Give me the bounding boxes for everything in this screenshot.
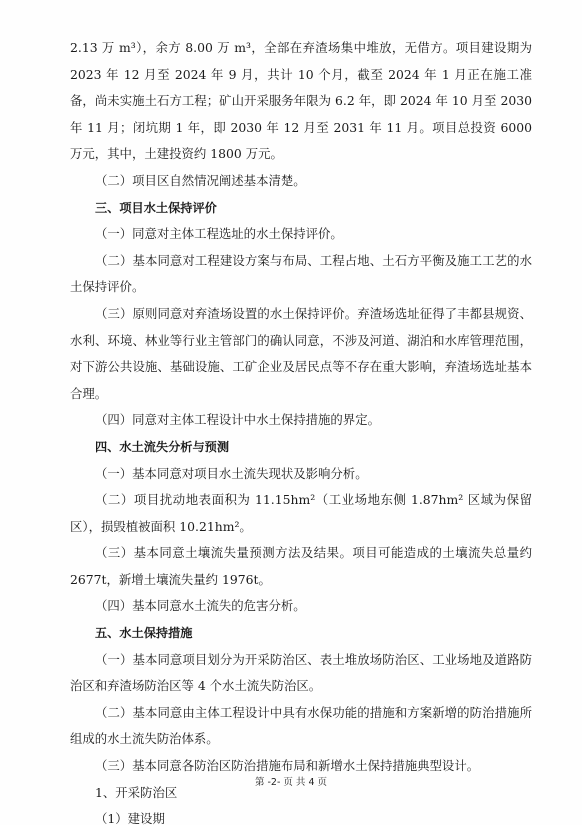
paragraph-5-3: （三）基本同意各防治区防治措施布局和新增水土保持措施典型设计。 [95, 758, 480, 774]
paragraph-5-2: （二）基本同意由主体工程设计中具有水保功能的措施和方案新增的防治措施所组成的水土流失防治体系。 [70, 704, 532, 747]
section-heading-3: 三、项目水土保持评价 [95, 200, 217, 215]
document-body [70, 35, 532, 833]
paragraph-3-3: （三）原则同意对弃渣场设置的水土保持评价。弃渣场选址征得了丰都县规资、水利、环境、林业等行业主管部门的确认同意，不涉及河道、湖泊和水库管理范围，对下游公共设施、基础设施、工矿企业及居民点等不存在重大影响，弃渣场选址基本合理。 [70, 305, 532, 401]
paragraph-natural-conditions: （二）项目区自然情况阐述基本清楚。 [95, 172, 306, 188]
subsection-heading-mining-area: 1、开采防治区 [95, 784, 178, 800]
page-number-footer: 第 -2- 页 共 4 页 [254, 777, 328, 788]
paragraph-5-1: （一）基本同意项目划分为开采防治区、表土堆放场防治区、工业场地及道路防治区和弃渣场防治区等 4 个水土流失防治区。 [70, 651, 532, 694]
paragraph-3-2: （二）基本同意对工程建设方案与布局、工程占地、土石方平衡及施工工艺的水土保持评价。 [70, 252, 532, 295]
paragraph-3-4: （四）同意对主体工程设计中水土保持措施的界定。 [95, 412, 380, 428]
paragraph-4-2: （二）项目扰动地表面积为 11.15hm²（工业场地东侧 1.87hm² 区域为保留区），损毁植被面积 10.21hm²。 [70, 492, 532, 534]
section-heading-4: 四、水土流失分析与预测 [95, 439, 230, 454]
paragraph-4-4: （四）基本同意水土流失的危害分析。 [95, 598, 306, 614]
paragraph-project-schedule: 2.13 万 m³），余方 8.00 万 m³，全部在弃渣场集中堆放，无借方。项目建设期为 2023 年 12 月至 2024 年 9 月，共计 10 个月，截至 2024 年 1 月正在施工准备，尚未实施土石方工程；矿山开采服务年限为 6.2 年，即 2024 年 10 月至 2030 年 11 月；闭坑期 1 年，即 2030 年 12 月至 2031 年 11 月。项目总投资 6000 万元，其中，土建投资约 1800 万元。 [70, 40, 532, 162]
section-heading-5: 五、水土保持措施 [95, 626, 193, 641]
paragraph-4-3: （三）基本同意土壤流失量预测方法及结果。项目可能造成的土壤流失总量约 2677t，新增土壤流失量约 1976t。 [70, 545, 532, 587]
subsection-heading-construction-period: （1）建设期 [95, 811, 165, 827]
paragraph-4-1: （一）基本同意对项目水土流失现状及影响分析。 [95, 465, 368, 481]
paragraph-3-1: （一）同意对主体工程选址的水土保持评价。 [95, 226, 343, 242]
